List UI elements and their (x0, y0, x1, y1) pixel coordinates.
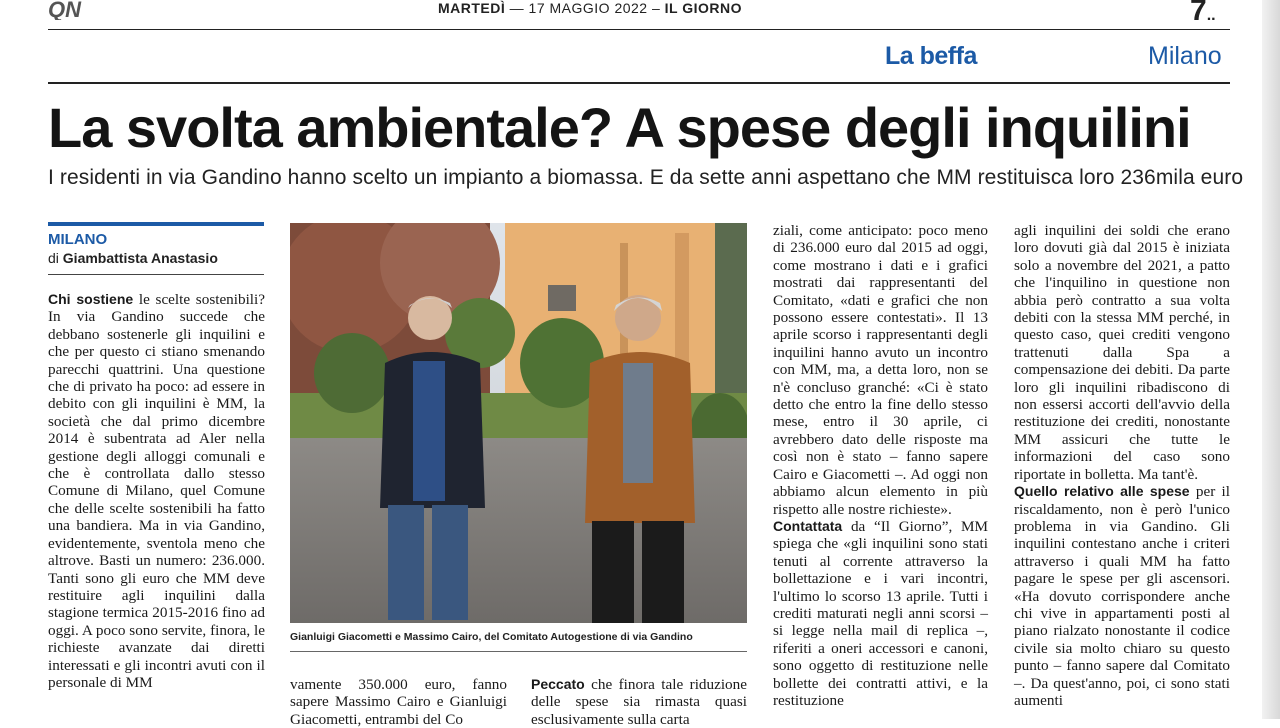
byline-prefix: di (48, 250, 59, 266)
column-text: da “Il Giorno”, MM spiega che «gli inquilini sono stati tenuti al corrente attraverso la bollettazione e i vari incontri, l'ultimo lo scorso 13 aprile. Tutti i crediti maturati negli anni scorsi – si legge nella mail di replica –, riferiti a oneri accessori e canoni, sono oggetto di restituzione nelle bollette dei contratti attivi, e la restituzione (773, 517, 988, 709)
headline: La svolta ambientale? A spese degli inquilini (48, 96, 1191, 159)
lead-in: Peccato (531, 676, 585, 692)
article-column-2a (290, 676, 507, 728)
lead-in: Contattata (773, 517, 843, 534)
masthead-date: 17 MAGGIO 2022 (528, 0, 648, 16)
column-text: agli inquilini dei soldi che erano loro dovuti già dal 2015 è iniziata solo a novembre del 2021, a patto che l'inquilino in questione non abbia però contratto a sua volta debiti con la stessa MM perché, in questo caso, quei crediti vengono trattenuti dalla Spa a compensazione dei debiti. Da parte loro gli inquilini ribadiscono di non essersi accorti dell'avvio della restituzione dei crediti, nonostante MM assicuri che tutte le informazioni del caso sono riportate in bolletta. Ma tant'è. (1014, 222, 1230, 483)
byline-divider (48, 274, 264, 275)
lead-in: Chi sostiene (48, 291, 134, 307)
subheadline: I residenti in via Gandino hanno scelto un impianto a biomassa. E da sette anni aspettano che MM restituisca loro 236mila euro (48, 166, 1244, 189)
section-kicker: La beffa (885, 42, 977, 70)
top-rule (48, 29, 1230, 30)
column-text: per il riscaldamento, non è però l'unico problema in via Gandino. Gli inquilini contestano anche i criteri attraverso i quali MM ha fatto pagare le spese per gli ascensori. «Ha dovuto corrispondere anche chi vive in appartamenti posti al piano rialzato nonostante il codice civile sia molto chiaro su questo punto – fanno sapere dal Comitato –. Da quest'anno, poi, ci sono stati aumenti (1014, 483, 1230, 709)
article-column-4 (1014, 222, 1230, 709)
column-text: vamente 350.000 euro, fanno sapere Massimo Cairo e Gianluigi Giacometti, entrambi del Co (290, 676, 507, 728)
column-text: che finora tale riduzione delle spese sia rimasta quasi esclusivamente sulla carta (531, 676, 747, 728)
page-number: 7.. (1190, 0, 1216, 27)
byline-city: MILANO (48, 231, 108, 248)
section-city: Milano (1148, 42, 1222, 70)
byline-rule (48, 222, 264, 226)
masthead-day: MARTEDÌ (437, 0, 506, 16)
article-column-1 (48, 291, 265, 691)
column-text: le scelte sostenibili? In via Gandino succede che debbano sostenerle gli inquilini e che per questo ci stiano smenando parecchi quattrini. Una questione che di privato ha poco: ad essere in debito con gli inquilini è MM, la società che dal primo dicembre 2014 è subentrata ad Aler nella gestione degli alloggi comunali e che è controllata dallo stesso Comune di Milano, quel Comune che delle scelte sostenibili ha fatto una bandiera. Ma in via Gandino, evidentemente, sventola meno che altrove. Basti un numero: 236.000. Tanti sono gli euro che MM deve restituire agli inquilini dalla stagione termica 2015-2016 fino ad oggi. A poco sono servite, finora, le richieste avanzate dai diretti interessati e gli incontri avuti con il personale di MM (48, 291, 265, 691)
lead-in: Quello relativo alle spese (1014, 483, 1190, 500)
masthead: MARTEDÌ — 17 MAGGIO 2022 – IL GIORNO (437, 0, 743, 16)
section-rule (48, 82, 1230, 84)
masthead-newspaper: IL GIORNO (664, 0, 743, 16)
byline-author: Giambattista Anastasio (62, 250, 218, 266)
byline (48, 250, 218, 266)
page-edge (1262, 0, 1280, 719)
svg-text:QN: QN (48, 0, 81, 20)
photo-caption: Gianluigi Giacometti e Massimo Cairo, del Comitato Autogestione di via Gandino (290, 631, 693, 643)
caption-rule (290, 651, 747, 652)
article-column-3 (773, 222, 988, 709)
article-column-2b (531, 676, 747, 728)
column-text: ziali, come anticipato: poco meno di 236.000 euro dal 2015 ad oggi, come mostrano i dati e i grafici mostrati dai rappresentanti del Comitato, «dati e grafici che non possono essere contestati». Il 13 aprile scorso i rappresentanti degli inquilini hanno avuto un incontro con MM, ma, a detta loro, non se n'è concluso granché: «Ci è stato detto che entro la fine dello stesso mese, entro il 30 aprile, ci avrebbero dato delle risposte ma così non è stato – fanno sapere Cairo e Giacometti –. Ad oggi non abbiamo alcun elemento in più rispetto alle nostre richieste». (773, 222, 988, 518)
article-photo (290, 223, 747, 623)
